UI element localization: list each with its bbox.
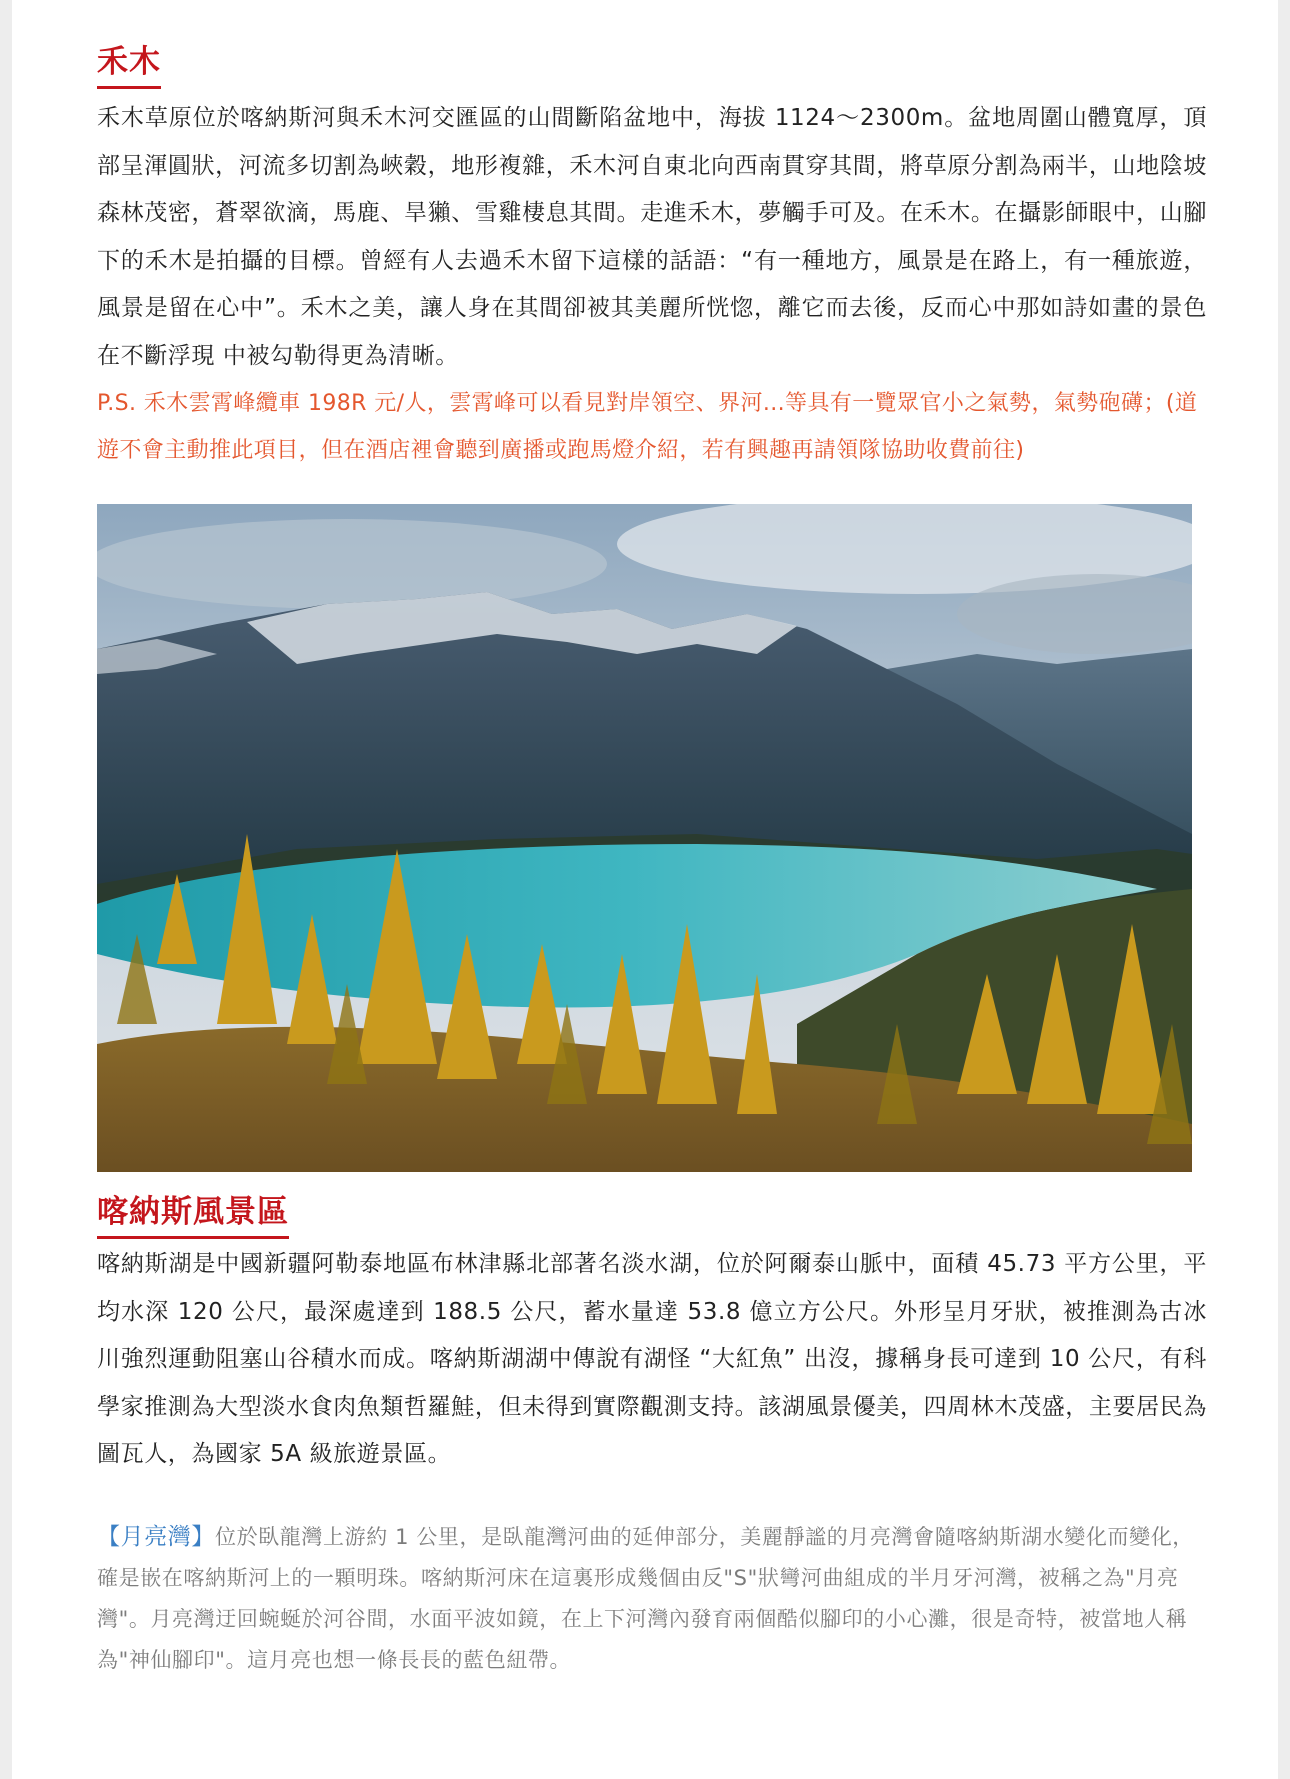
section-body-hemu: 禾木草原位於喀納斯河與禾木河交匯區的山間斷陷盆地中，海拔 1124～2300m。盆地周圍山體寬厚，頂部呈渾圓狀，河流多切割為峽穀，地形複雜，禾木河自東北向西南貫穿其間，將草原分割為兩半，山地陰坡森林茂密，蒼翠欲滴，馬鹿、旱獺、雪雞棲息其間。走進禾木，夢觸手可及。在禾木。在攝影師眼中，山腳下的禾木是拍攝的目標。曾經有人去過禾木留下這樣的話語：“有一種地方，風景是在路上，有一種旅遊，風景是留在心中”。禾木之美，讓人身在其間卻被其美麗所恍惚，離它而去後，反而心中那如詩如畫的景色在不斷浮現 中被勾勒得更為清晰。 xyxy=(97,105,1207,369)
moon-bay-paragraph xyxy=(97,1517,1207,1681)
document-page xyxy=(12,0,1278,1779)
ps-note: P.S. 禾木雲霄峰纜車 198R 元/人，雲霄峰可以看見對岸領空、界河...等具有一覽眾官小之氣勢，氣勢砲礡；(道遊不會主動推此項目，但在酒店裡會聽到廣播或跑馬燈介紹，若有興趣再請領隊協助收費前往) xyxy=(97,391,1198,463)
section-title-kanas: 喀納斯風景區 xyxy=(97,1190,289,1239)
kanas-lake-photo xyxy=(97,504,1192,1172)
document-content xyxy=(97,40,1207,1681)
section-body-kanas: 喀納斯湖是中國新疆阿勒泰地區布林津縣北部著名淡水湖，位於阿爾泰山脈中，面積 45.73 平方公里，平均水深 120 公尺，最深處達到 188.5 公尺，蓄水量達 53.8 億立方公尺。外形呈月牙狀，被推測為古冰川強烈運動阻塞山谷積水而成。喀納斯湖湖中傳說有湖怪 “大紅魚” 出沒，據稱身長可達到 10 公尺，有科學家推測為大型淡水食肉魚類哲羅鮭，但未得到實際觀測支持。該湖風景優美，四周林木茂盛，主要居民為圖瓦人，為國家 5A 級旅遊景區。 xyxy=(97,1251,1207,1467)
moon-bay-text: 位於臥龍灣上游約 1 公里，是臥龍灣河曲的延伸部分，美麗靜謐的月亮灣會隨喀納斯湖水變化而變化，確是嵌在喀納斯河上的一顆明珠。喀納斯河床在這裏形成幾個由反"S"狀彎河曲組成的半月牙河灣，被稱之為"月亮灣"。月亮灣迂回蜿蜒於河谷間，水面平波如鏡，在上下河灣內發育兩個酷似腳印的小心灘，很是奇特，被當地人稱為"神仙腳印"。這月亮也想一條長長的藍色紐帶。 xyxy=(97,1524,1194,1672)
section-title-hemu: 禾木 xyxy=(97,40,161,89)
moon-bay-label: 【月亮灣】 xyxy=(97,1523,215,1550)
